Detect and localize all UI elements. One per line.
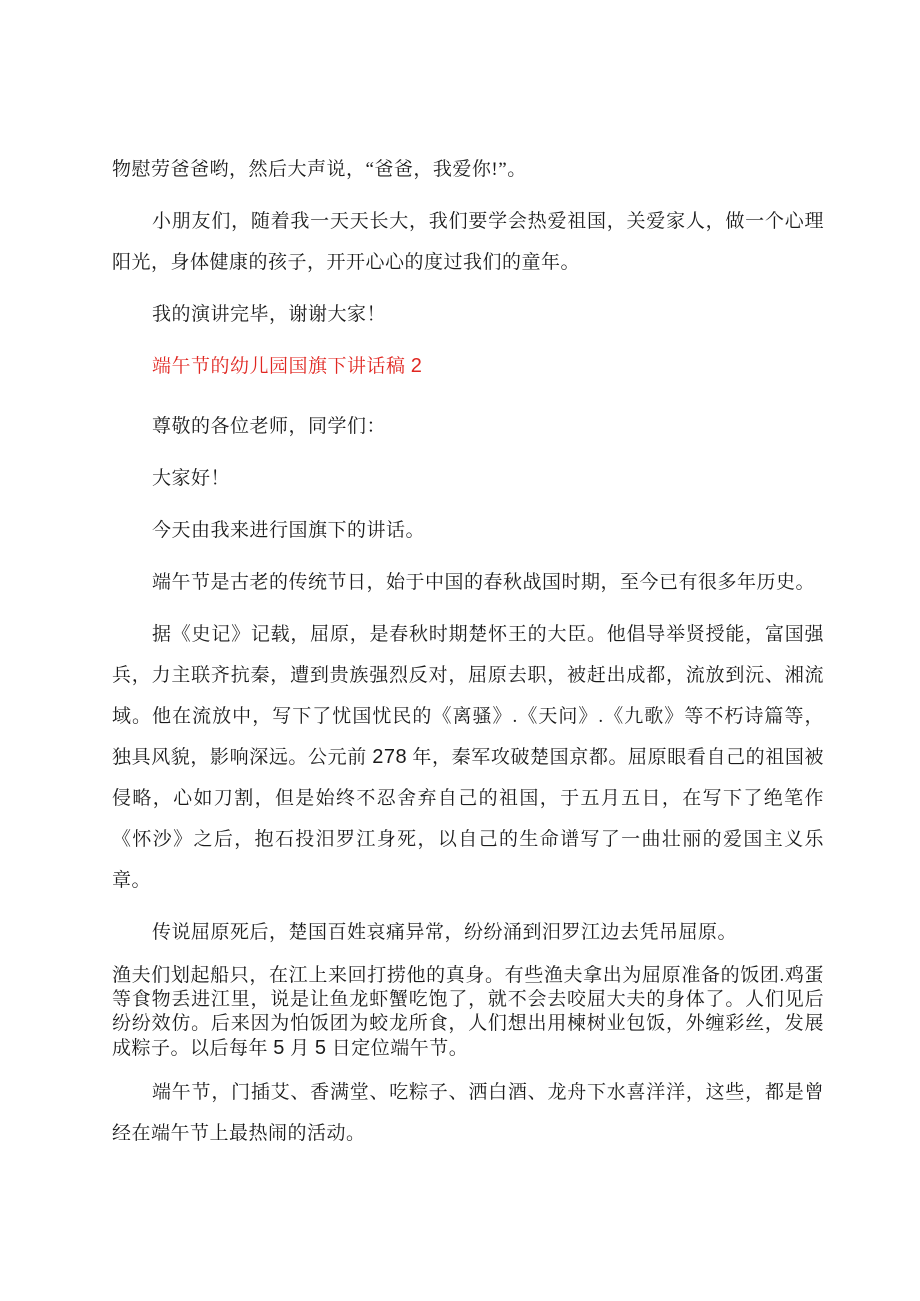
fishermen-part1: 渔夫们划起船只，在江上来回打捞他的真身。有些渔夫拿出为屈原准备的饭团.鸡蛋等食物丢进江里，说是让鱼龙虾蟹吃饱了，就不会去咬屈大夫的身体了。人们见后纷纷效仿。后来因为怕饭团为蛟龙所食，人们想出用楝树业包饭，外缠彩丝，发展成粽子。以后每年 [112,965,824,1059]
fishermen-day-number: 5 [314,1037,327,1059]
paragraph-legend: 传说屈原死后，楚国百姓哀痛异常，纷纷涌到汨罗江边去凭吊屈原。 [152,922,738,943]
heading-text: 端午节的幼儿园国旗下讲话稿 [152,356,411,377]
fishermen-month-number: 5 [273,1037,285,1059]
document-content [112,149,824,1165]
paragraph-intro-tail: 物慰劳爸爸哟，然后大声说，“爸爸，我爱你!”。 [112,159,527,180]
section-heading-speech-2 [112,346,824,387]
paragraph-opening: 今天由我来进行国旗下的讲话。 [152,520,426,541]
heading-number: 2 [410,355,423,377]
paragraph-fishermen-zongzi [112,964,824,1061]
fishermen-part3: 日定位端午节。 [326,1038,469,1059]
paragraph-salutation: 尊敬的各位老师，同学们： [152,416,387,437]
paragraph-festival-history: 端午节是古老的传统节日，始于中国的春秋战国时期，至今已有很多年历史。 [152,572,816,593]
quyuan-story-year: 278 [372,746,408,768]
fishermen-part2: 月 [284,1038,315,1059]
paragraph-quyuan-story [112,614,824,901]
paragraph-closing: 我的演讲完毕，谢谢大家！ [152,304,387,325]
paragraph-children: 小朋友们，随着我一天天长大，我们要学会热爱祖国，关爱家人，做一个心理阳光，身体健康的孩子，开开心心的度过我们的童年。 [112,211,824,273]
paragraph-customs: 端午节，门插艾、香满堂、吃粽子、洒白酒、龙舟下水喜洋洋，这些，都是曾经在端午节上最热闹的活动。 [112,1082,824,1144]
quyuan-story-part1: 据《史记》记载，屈原，是春秋时期楚怀王的大臣。他倡导举贤授能，富国强兵，力主联齐抗秦，遭到贵族强烈反对，屈原去职，被赶出成都，流放到沅、湘流域。他在流放中，写下了忧国忧民的《离骚》.《天问》.《九歌》等不朽诗篇等，独具风貌，影响深远。公元前 [112,624,824,768]
quyuan-story-part2: 年，秦军攻破楚国京都。屈原眼看自己的祖国被侵略，心如刀割，但是始终不忍舍弃自己的祖国，于五月五日，在写下了绝笔作《怀沙》之后，抱石投汨罗江身死，以自己的生命谱写了一曲壮丽的爱国主义乐章。 [112,747,824,891]
paragraph-greeting: 大家好！ [152,468,231,489]
